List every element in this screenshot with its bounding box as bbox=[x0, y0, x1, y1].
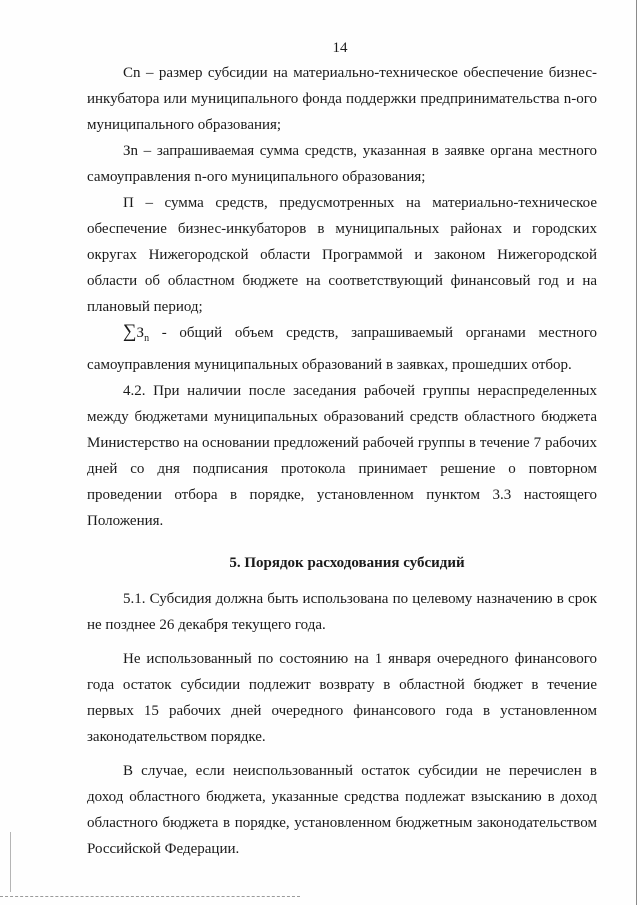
section-5-paragraph-2: Не использованный по состоянию на 1 января очередного финансового года остаток субсидии подлежит возврату в областной бюджет в течение первых 15 рабочих дней очередного финансового года в установленном законодательством порядке. bbox=[87, 651, 597, 745]
clause-4-2 bbox=[87, 378, 597, 534]
symbol-zn: Зn bbox=[123, 143, 139, 159]
symbol-sum: З bbox=[136, 325, 145, 341]
clause-5-1-number: 5.1. bbox=[123, 591, 146, 607]
definition-zn bbox=[87, 138, 597, 190]
page-number: 14 bbox=[332, 40, 348, 56]
clause-5-1 bbox=[87, 586, 597, 638]
section-5-block bbox=[87, 586, 597, 862]
scan-margin-mark bbox=[10, 832, 11, 892]
sum-sign-icon: ∑ bbox=[123, 321, 137, 342]
definition-sum-text: - общий объем средств, запрашиваемый органами местного самоуправления муниципальных образований в заявках, прошедших отбор. bbox=[87, 325, 597, 373]
clause-4-2-number: 4.2. bbox=[123, 383, 146, 399]
symbol-p: П bbox=[123, 195, 134, 211]
definition-cn bbox=[87, 60, 597, 138]
section-5-heading: 5. Порядок расходования субсидий bbox=[229, 555, 465, 571]
clause-5-1-text: Субсидия должна быть использована по целевому назначению в срок не позднее 26 декабря текущего года. bbox=[87, 591, 597, 633]
definition-p-text: – сумма средств, предусмотренных на материально-техническое обеспечение бизнес-инкубаторов в муниципальных районах и городских округах Нижегородской области Программой и законом Нижегородской области об областном бюджете на соответствующий финансовый год и на плановый период; bbox=[87, 195, 597, 315]
page-edge-line bbox=[636, 0, 637, 905]
definition-p bbox=[87, 190, 597, 320]
definition-sum bbox=[87, 320, 597, 378]
symbol-sum-subscript: n bbox=[144, 333, 150, 344]
section-5-paragraph-3: В случае, если неиспользованный остаток субсидии не перечислен в доход областного бюджета, указанные средства подлежат взысканию в доход областного бюджета в порядке, установленном бюджетным законодательством Российской Федерации. bbox=[87, 763, 597, 857]
definition-cn-text: – размер субсидии на материально-техническое обеспечение бизнес-инкубатора или муниципального фонда поддержки предпринимательства n-ого муниципального образования; bbox=[87, 65, 597, 133]
symbol-cn: Сn bbox=[123, 65, 141, 81]
definition-zn-text: – запрашиваемая сумма средств, указанная в заявке органа местного самоуправления n-ого муниципального образования; bbox=[87, 143, 597, 185]
definitions-block bbox=[87, 60, 597, 534]
scan-bottom-rule bbox=[0, 896, 300, 898]
clause-4-2-text: При наличии после заседания рабочей группы нераспределенных между бюджетами муниципальных образований средств областного бюджета Министерство на основании предложений рабочей группы в течение 7 рабочих дней со дня подписания протокола принимает решение о повторном проведении отбора в порядке, установленном пунктом 3.3 настоящего Положения. bbox=[87, 383, 597, 529]
